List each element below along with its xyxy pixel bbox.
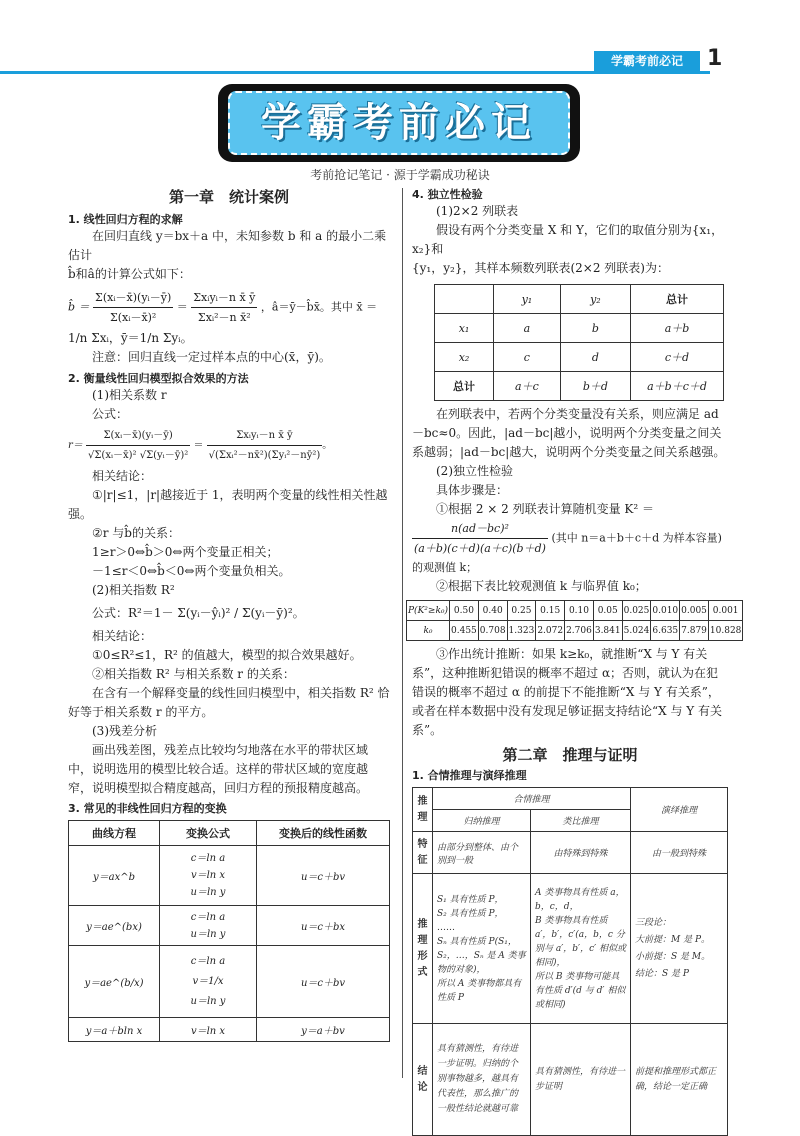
s4-step-3: ③作出统计推断：如果 k≥k₀，就推断“X 与 Y 有关系”，这种推断犯错误的概率不超过 α；否则，就认为在犯错误的概率不超过 α 的前提下不能推断“X 与 Y 有关系”，或者在样本数据中没有发现足够证据支持结论“X 与 Y 有关系”。	[412, 647, 723, 737]
t5-row2-label: k₀	[407, 621, 450, 641]
t3-transform: c＝ln a v＝ln x u＝ln y	[160, 846, 257, 906]
critical-value-table	[406, 600, 743, 641]
t4-cell: a＋c	[494, 372, 561, 401]
s2-r2-conclusion-1: ①0≤R²≤1，R² 的值越大，模型的拟合效果越好。	[92, 648, 362, 662]
table-row	[435, 314, 724, 343]
t5-cell: 0.010	[651, 601, 680, 621]
table-row	[69, 1018, 390, 1042]
t5-cell: 2.072	[536, 621, 565, 641]
contingency-table	[434, 284, 724, 401]
chapter-1-title: 第一章 统计案例	[168, 188, 289, 206]
t5-cell: 0.001	[708, 601, 743, 621]
s2-conclusion-1: ①|r|≤1，|r|越接近于 1，表明两个变量的线性相关性越强。	[68, 488, 388, 521]
tr-form-inductive: S₁ 具有性质 P， S₂ 具有性质 P， …… Sₙ 具有性质 P(S₁，S₂，…，Sₙ 是 A 类事物的对象)， 所以 A 类事物都具有性质 P	[433, 874, 531, 1024]
t4-cell: a＋b	[631, 314, 724, 343]
table-row	[407, 601, 743, 621]
table-row	[435, 372, 724, 401]
t5-cell: 7.879	[680, 621, 709, 641]
t5-cell: 0.025	[622, 601, 651, 621]
t5-cell: 10.828	[708, 621, 743, 641]
s2-conclusion-label-2: 相关结论：	[92, 629, 153, 643]
t5-cell: 0.40	[478, 601, 507, 621]
tr-label-feature: 特征	[413, 832, 433, 874]
table-row	[407, 621, 743, 641]
tr-feature-analogical: 由特殊到特殊	[531, 832, 631, 874]
t4-cell: d	[560, 343, 630, 372]
section-1-title: 1. 线性回归方程的求解	[68, 213, 183, 226]
table-row	[413, 832, 728, 874]
t3-header-linear: 变换后的线性函数	[257, 821, 390, 846]
reasoning-table	[412, 787, 728, 1136]
tr-feature-deductive: 由一般到特殊	[631, 832, 728, 874]
table-row	[69, 946, 390, 1018]
left-column	[68, 186, 390, 1042]
s4-paragraph-1: 假设有两个分类变量 X 和 Y，它们的取值分别为{x₁，x₂}和	[412, 223, 724, 256]
tr-heading-deductive: 演绎推理	[631, 788, 728, 832]
t4-head-cell: y₂	[560, 285, 630, 314]
s4-paragraph-2: {y₁，y₂}，其样本频数列联表(2×2 列联表)为：	[412, 261, 669, 275]
s2-conclusion-3: 1≥r＞0⇔b̂＞0⇔两个变量正相关；	[92, 545, 279, 559]
tr-conclusion-deductive: 前提和推理形式都正确，结论一定正确	[631, 1024, 728, 1136]
s4-step-1: ①根据 2 × 2 列联表计算随机变量 K² ＝	[436, 502, 654, 516]
tr-heading-analogical: 类比推理	[531, 810, 631, 832]
regression-formula-b: b̂ ＝ $\frac{\text{Σ(xᵢ－x̄)(yᵢ－ȳ)}}{\text{Σ(xᵢ－x̄)²}}$ ＝ $\frac{\text{Σxᵢyᵢ－n x̄ ȳ}}{\text{Σxᵢ²－n x̄²}}$ ，â＝ȳ－b̂x̄。其中 x̄ ＝	[68, 288, 390, 327]
t3-linear: u＝c＋bv	[257, 846, 390, 906]
s2-conclusion-2: ②r 与b̂的关系：	[92, 526, 180, 540]
t5-cell: 1.323	[507, 621, 536, 641]
banner-title: 学霸考前必记	[261, 100, 537, 146]
t5-cell: 0.15	[536, 601, 565, 621]
s4-paragraph-3: 在列联表中，若两个分类变量没有关系，则应满足 ad－bc≈0。因此，|ad－bc|越小，说明两个分类变量之间关系越弱；|ad－bc|越大，说明两个分类变量之间关系越强。	[412, 407, 726, 459]
nonlinear-transform-table	[68, 820, 390, 1042]
t4-cell: 总计	[435, 372, 494, 401]
table-row	[413, 1024, 728, 1136]
t3-transform: c＝ln a u＝ln y	[160, 906, 257, 946]
tr-feature-inductive: 由部分到整体、由个别到一般	[433, 832, 531, 874]
tr-heading-plausible: 合情推理	[433, 788, 631, 810]
t4-cell: b＋d	[560, 372, 630, 401]
s2-formula-label: 公式：	[92, 407, 129, 421]
t4-cell: c＋d	[631, 343, 724, 372]
tr-label-conclusion: 结论	[413, 1024, 433, 1136]
t3-curve: y＝a＋bln x	[69, 1018, 160, 1042]
t3-header-transform: 变换公式	[160, 821, 257, 846]
t4-cell: a＋b＋c＋d	[631, 372, 724, 401]
t5-cell: 2.706	[565, 621, 594, 641]
t4-cell: b	[560, 314, 630, 343]
t5-cell: 3.841	[593, 621, 622, 641]
s1-paragraph-1: 在回归直线 y＝bx＋a 中，未知参数 b 和 a 的最小二乘估计	[68, 229, 387, 262]
t5-cell: 0.50	[450, 601, 479, 621]
tr-label-reason: 推理	[413, 788, 433, 832]
t3-linear: u＝c＋bx	[257, 906, 390, 946]
t3-curve: y＝ax^b	[69, 846, 160, 906]
tr-form-deductive: 三段论： 大前提：M 是 P。 小前提：S 是 M。 结论：S 是 P	[631, 874, 728, 1024]
tr-conclusion-inductive: 具有猜测性，有待进一步证明。归纳的个别事物越多，越具有代表性，那么推广的一般性结论就越可靠	[433, 1024, 531, 1136]
table-row	[69, 906, 390, 946]
r2-formula: 公式：R²＝1－ Σ(yᵢ－ŷᵢ)² / Σ(yᵢ－ȳ)²。	[92, 606, 305, 620]
s2-residual-heading: (3)残差分析	[92, 724, 157, 738]
t5-cell: 0.005	[680, 601, 709, 621]
header-tab: 学霸考前必记	[594, 51, 700, 71]
s1-paragraph-2: b̂和â的计算公式如下：	[68, 267, 191, 281]
t3-linear: y＝a＋bv	[257, 1018, 390, 1042]
right-column	[408, 186, 742, 1136]
t3-curve: y＝ae^(b/x)	[69, 946, 160, 1018]
s2-conclusion-4: －1≤r＜0⇔b̂＜0⇔两个变量负相关。	[92, 564, 291, 578]
s1-note: 注意：回归直线一定过样本点的中心(x̄，ȳ)。	[92, 350, 331, 364]
tr-form-analogical: A 类事物具有性质 a，b，c，d， B 类事物具有性质 a′，b′，c′(a，b，c 分别与 a′，b′，c′ 相似或相同)， 所以 B 类事物可能具有性质 d′(d 与 d′ 相似或相同)	[531, 874, 631, 1024]
banner-subtitle: 考前抢记笔记 · 源于学霸成功秘诀	[310, 168, 490, 182]
s4-independence-heading: (2)独立性检验	[436, 464, 513, 478]
t4-cell: x₂	[435, 343, 494, 372]
t5-cell: 6.635	[651, 621, 680, 641]
t5-cell: 0.25	[507, 601, 536, 621]
table-row	[435, 343, 724, 372]
t4-cell: a	[494, 314, 561, 343]
tr-conclusion-analogical: 具有猜测性，有待进一步证明	[531, 1024, 631, 1136]
section-3-title: 3. 常见的非线性回归方程的变换	[68, 802, 227, 815]
t3-transform: c＝ln a v＝1/x u＝ln y	[160, 946, 257, 1018]
t5-row1-label: P(K²≥k₀)	[407, 601, 450, 621]
s2-r2-conclusion-3: 在含有一个解释变量的线性回归模型中，相关指数 R² 恰好等于相关系数 r 的平方。	[68, 686, 390, 719]
t3-header-curve: 曲线方程	[69, 821, 160, 846]
regression-formula-means: 1/n Σxᵢ，ȳ＝1/n Σyᵢ。	[68, 331, 193, 345]
t5-cell: 0.455	[450, 621, 479, 641]
t5-cell: 0.05	[593, 601, 622, 621]
s4-table-heading: (1)2×2 列联表	[436, 204, 519, 218]
s4-steps-label: 具体步骤是：	[436, 483, 509, 497]
tr-heading-inductive: 归纳推理	[433, 810, 531, 832]
s2-residual-text: 画出残差图，残差点比较均匀地落在水平的带状区域中，说明选用的模型比较合适。这样的带状区域的宽度越窄，说明模型拟合精度越高，回归方程的预报精度越高。	[68, 743, 369, 795]
t5-cell: 5.024	[622, 621, 651, 641]
t3-linear: u＝c＋bv	[257, 946, 390, 1018]
t5-cell: 0.10	[565, 601, 594, 621]
correlation-formula: r＝ $\frac{\text{Σ(xᵢ－x̄)(yᵢ－ȳ)}}{\text{√Σ(xᵢ－x̄)² √Σ(yᵢ－ȳ)²}}$ ＝ $\frac{\text{Σxᵢyᵢ－n x̄ ȳ}}{\text{√(Σxᵢ²－nx̄²)(Σyᵢ²－nȳ²)}}$ 。	[68, 426, 390, 465]
t4-head-cell: 总计	[631, 285, 724, 314]
s2-r2-conclusion-2: ②相关指数 R² 与相关系数 r 的关系：	[92, 667, 295, 681]
s2-correlation-heading: (1)相关系数 r	[92, 388, 167, 402]
header-rule	[0, 71, 710, 74]
t3-transform: v＝ln x	[160, 1018, 257, 1042]
table-row	[69, 846, 390, 906]
column-divider	[402, 188, 403, 1078]
page-number: 1	[707, 46, 723, 71]
t4-head-cell	[435, 285, 494, 314]
section-2-title: 2. 衡量线性回归模型拟合效果的方法	[68, 372, 249, 385]
t4-cell: x₁	[435, 314, 494, 343]
t4-cell: c	[494, 343, 561, 372]
s4-step-2: ②根据下表比较观测值 k 与临界值 k₀；	[436, 579, 647, 593]
chapter-2-title: 第二章 推理与证明	[502, 746, 638, 764]
tr-label-form: 推理形式	[413, 874, 433, 1024]
t4-head-cell: y₁	[494, 285, 561, 314]
t3-curve: y＝ae^(bx)	[69, 906, 160, 946]
section-4-title: 4. 独立性检验	[412, 188, 483, 201]
table-row	[413, 874, 728, 1024]
s2-r2-heading: (2)相关指数 R²	[92, 583, 175, 597]
section-5-title: 1. 合情推理与演绎推理	[412, 769, 527, 782]
s2-conclusion-label: 相关结论：	[92, 469, 153, 483]
t5-cell: 0.708	[478, 621, 507, 641]
k-squared-formula: $\frac{\text{n(ad－bc)²}}{(a+b)(c+d)(a+c)(b+d)}$ (其中 n＝a＋b＋c＋d 为样本容量)的观测值 k；	[412, 519, 728, 577]
